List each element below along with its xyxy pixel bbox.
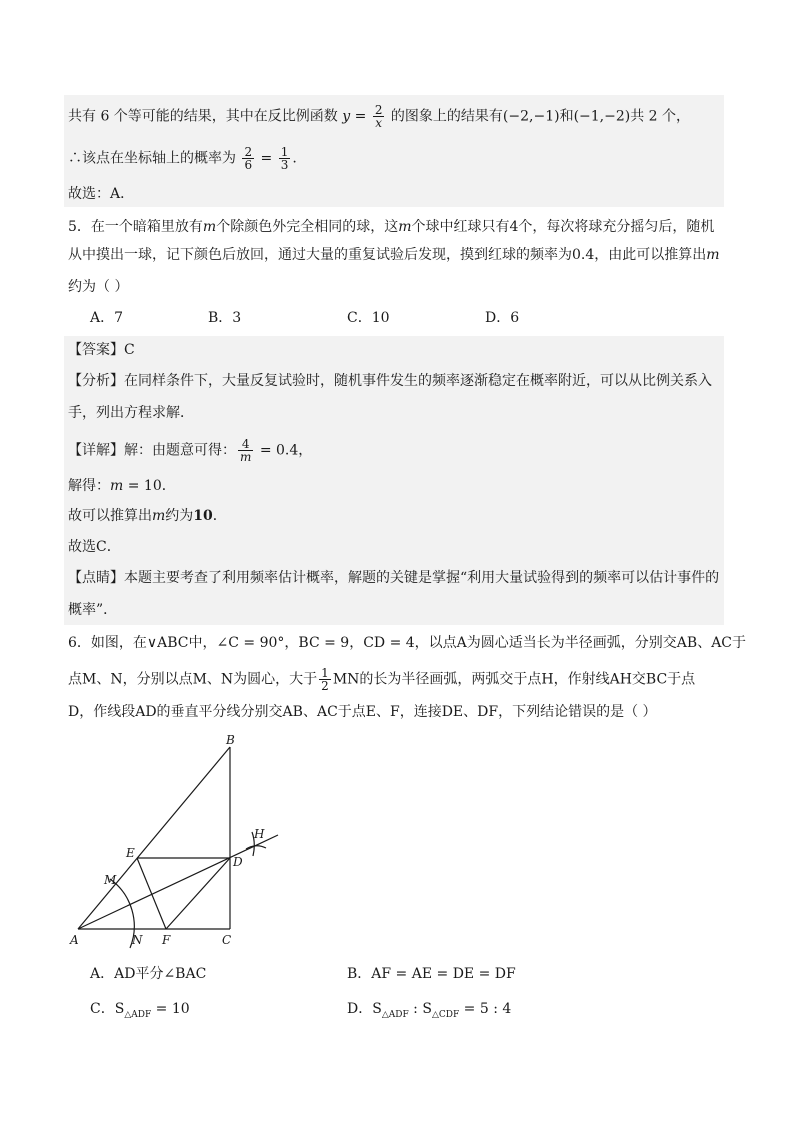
q6-option-a: A．AD平分∠BAC bbox=[90, 966, 207, 982]
segment-df bbox=[166, 858, 230, 929]
label-f: F bbox=[162, 933, 171, 947]
q5-stem-line-3: 约为（ ） bbox=[68, 279, 129, 295]
prev-solution-line-3: 故选：A． bbox=[68, 186, 135, 202]
q6-stem-line-3: D，作线段AD的垂直平分线分别交AB、AC于点E、F，连接DE、DF，下列结论错误的是（ ） bbox=[68, 704, 657, 720]
fraction-4-over-m: $\frac{4}{m}$ bbox=[240, 437, 252, 464]
q6-option-c: C．$S_{\triangle ADF} = 10$ bbox=[90, 1001, 190, 1020]
fraction-2-over-x: $\frac{2}{x}$ bbox=[374, 103, 383, 130]
q5-infer-line: 故可以推算出m约为10． bbox=[68, 508, 227, 524]
q5-option-d: D．6 bbox=[485, 310, 520, 326]
q6-option-b: B．AF = AE = DE = DF bbox=[347, 966, 516, 982]
label-c: C bbox=[222, 933, 232, 947]
segment-ef bbox=[137, 858, 166, 929]
label-e: E bbox=[126, 846, 135, 860]
segment-ab bbox=[78, 747, 230, 929]
q5-option-a: A．7 bbox=[90, 310, 124, 326]
q5-stem-line-1: 5．在一个暗箱里放有m个除颜色外完全相同的球，这m个球中红球只有4个，每次将球充分摇匀后，随机 bbox=[68, 219, 715, 235]
fraction-2-over-6: $\frac{2}{6}$ bbox=[244, 145, 253, 172]
arc-mn bbox=[110, 879, 134, 948]
q6-stem-line-2: 点M、N，分别以点M、N为圆心，大于 $\frac{1}{2}$ MN的长为半径画弧，两弧交于点H，作射线AH交BC于点 bbox=[68, 666, 696, 693]
label-h: H bbox=[254, 827, 265, 841]
label-d: D bbox=[233, 855, 243, 869]
triangle-construction-figure bbox=[60, 728, 300, 953]
q5-detail-line: 【详解】解：由题意可得： $\frac{4}{m}$ = 0.4， bbox=[68, 437, 313, 464]
q5-analysis-line-1: 【分析】在同样条件下，大量反复试验时，随机事件发生的频率逐渐稳定在概率附近，可以从比例关系入 bbox=[68, 373, 712, 389]
prev-solution-line-2: ∴该点在坐标轴上的概率为 $\frac{2}{6}$ = $\frac{1}{3}$ . bbox=[68, 145, 297, 172]
q5-option-c: C．10 bbox=[347, 310, 390, 326]
q6-option-d: D．$S_{\triangle ADF}$ : $S_{\triangle CDF} = 5$ : 4 bbox=[347, 1001, 512, 1020]
fraction-1-over-3: $\frac{1}{3}$ bbox=[280, 145, 289, 172]
prev-solution-line-1: 共有 6 个等可能的结果，其中在反比例函数 y = $\frac{2}{x}$ 的图象上的结果有(−2,−1)和(−1,−2)共 2 个， bbox=[68, 103, 691, 130]
q5-answer: 【答案】C bbox=[68, 342, 135, 358]
q5-choose-line: 故选C． bbox=[68, 539, 121, 555]
fraction-1-over-2: $\frac{1}{2}$ bbox=[321, 666, 329, 693]
q6-stem-line-1: 6．如图，在∨ABC中，∠C = 90°，BC = 9，CD = 4，以点A为圆心适当长为半径画弧，分别交AB、AC于 bbox=[68, 635, 747, 651]
q5-comment-line-2: 概率”． bbox=[68, 602, 118, 618]
label-m: M bbox=[104, 873, 117, 887]
q5-solve-line: 解得：m = 10． bbox=[68, 478, 176, 494]
label-a: A bbox=[70, 933, 79, 947]
q5-stem-line-2: 从中摸出一球，记下颜色后放回，通过大量的重复试验后发现，摸到红球的频率为0.4，由此可以推算出m bbox=[68, 247, 720, 263]
q5-analysis-line-2: 手，列出方程求解． bbox=[68, 405, 194, 421]
q5-comment-line-1: 【点睛】本题主要考查了利用频率估计概率，解题的关键是掌握“利用大量试验得到的频率可以估计事件的 bbox=[68, 570, 720, 586]
label-b: B bbox=[226, 733, 235, 747]
label-n: N bbox=[132, 933, 143, 947]
q5-option-b: B．3 bbox=[208, 310, 242, 326]
